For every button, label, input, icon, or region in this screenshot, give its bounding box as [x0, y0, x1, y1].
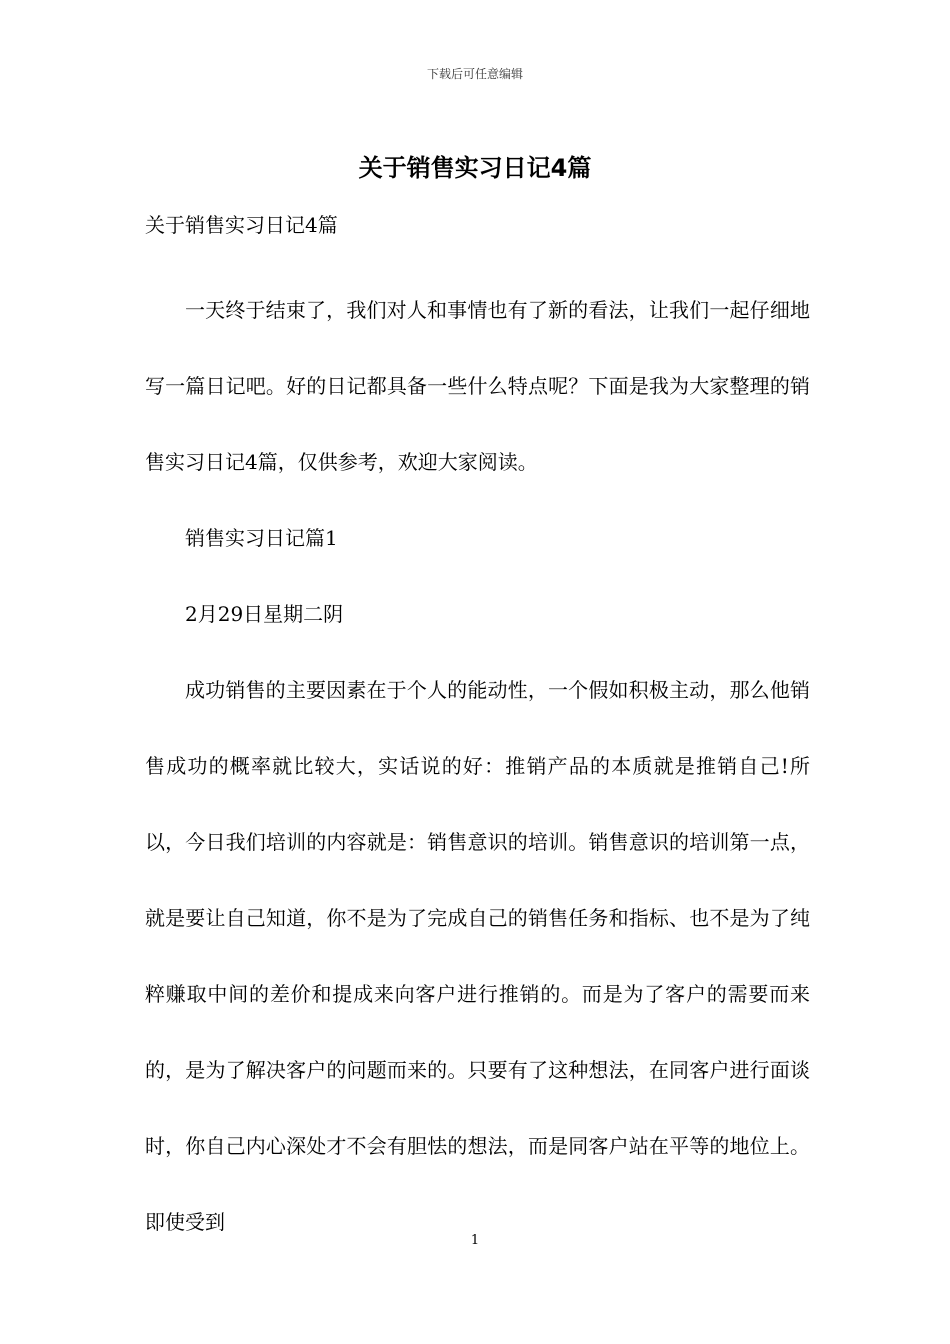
page-header-note: 下载后可任意编辑 [426, 67, 523, 81]
page-number: 1 [470, 1233, 480, 1248]
document-body [145, 208, 810, 1260]
section-heading: 销售实习日记篇1 [185, 526, 338, 550]
document-title: 关于销售实习日记4篇 [358, 154, 592, 182]
entry-date: 2月29日星期二阴 [185, 602, 344, 626]
intro-paragraph: 一天终于结束了，我们对人和事情也有了新的看法，让我们一起仔细地写一篇日记吧。好的日记都具备一些什么特点呢？下面是我为大家整理的销售实习日记4篇，仅供参考，欢迎大家阅读。 [145, 298, 810, 474]
entry-paragraph: 成功销售的主要因素在于个人的能动性，一个假如积极主动，那么他销售成功的概率就比较大，实话说的好：推销产品的本质就是推销自己!所以，今日我们培训的内容就是：销售意识的培训。销售意识的培训第一点，就是要让自己知道，你不是为了完成自己的销售任务和指标、也不是为了纯粹赚取中间的差价和提成来向客户进行推销的。而是为了客户的需要而来的，是为了解决客户的问题而来的。只要有了这种想法，在同客户进行面谈时，你自己内心深处才不会有胆怯的想法，而是同客户站在平等的地位上。即使受到 [145, 678, 810, 1234]
document-subtitle: 关于销售实习日记4篇 [145, 213, 338, 237]
